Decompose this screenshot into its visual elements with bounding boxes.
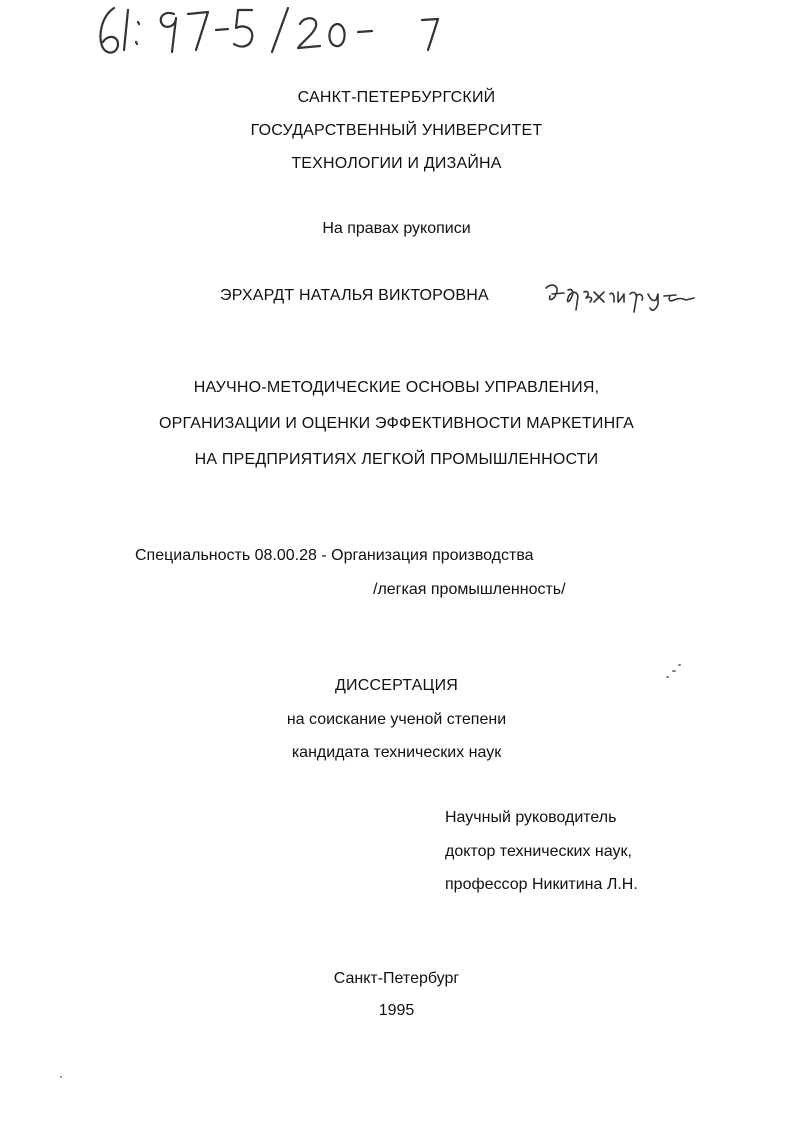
specialty-line-1: Специальность 08.00.28 - Организация производства	[135, 547, 534, 564]
handwritten-shelf-mark	[92, 0, 472, 62]
institution-line-1: САНКТ-ПЕТЕРБУРГСКИЙ	[297, 89, 496, 106]
degree-line-2: на соискание ученой степени	[286, 711, 507, 728]
institution-line-3: ТЕХНОЛОГИИ И ДИЗАЙНА	[291, 155, 502, 172]
supervisor-line-2: доктор технических наук,	[445, 843, 632, 860]
stray-mark	[678, 664, 681, 666]
degree-line-3: кандидата технических наук	[291, 744, 502, 761]
footer-year: 1995	[378, 1002, 415, 1019]
title-line-2: ОРГАНИЗАЦИИ И ОЦЕНКИ ЭФФЕКТИВНОСТИ МАРКЕТИНГА	[158, 415, 635, 432]
stray-mark	[60, 1076, 62, 1078]
title-line-3: НА ПРЕДПРИЯТИЯХ ЛЕГКОЙ ПРОМЫШЛЕННОСТИ	[194, 451, 599, 468]
supervisor-line-1: Научный руководитель	[445, 809, 617, 826]
author-signature	[538, 276, 698, 316]
institution-line-2: ГОСУДАРСТВЕННЫЙ УНИВЕРСИТЕТ	[250, 122, 543, 139]
footer-city: Санкт-Петербург	[333, 970, 460, 987]
stray-mark	[672, 670, 676, 672]
supervisor-line-3: профессор Никитина Л.Н.	[445, 876, 638, 893]
degree-type: ДИССЕРТАЦИЯ	[334, 677, 459, 694]
manuscript-note: На правах рукописи	[322, 220, 471, 237]
specialty-line-2: /легкая промышленность/	[373, 581, 566, 598]
title-line-1: НАУЧНО-МЕТОДИЧЕСКИЕ ОСНОВЫ УПРАВЛЕНИЯ,	[193, 379, 600, 396]
author-name: ЭРХАРДТ НАТАЛЬЯ ВИКТОРОВНА	[220, 287, 489, 304]
